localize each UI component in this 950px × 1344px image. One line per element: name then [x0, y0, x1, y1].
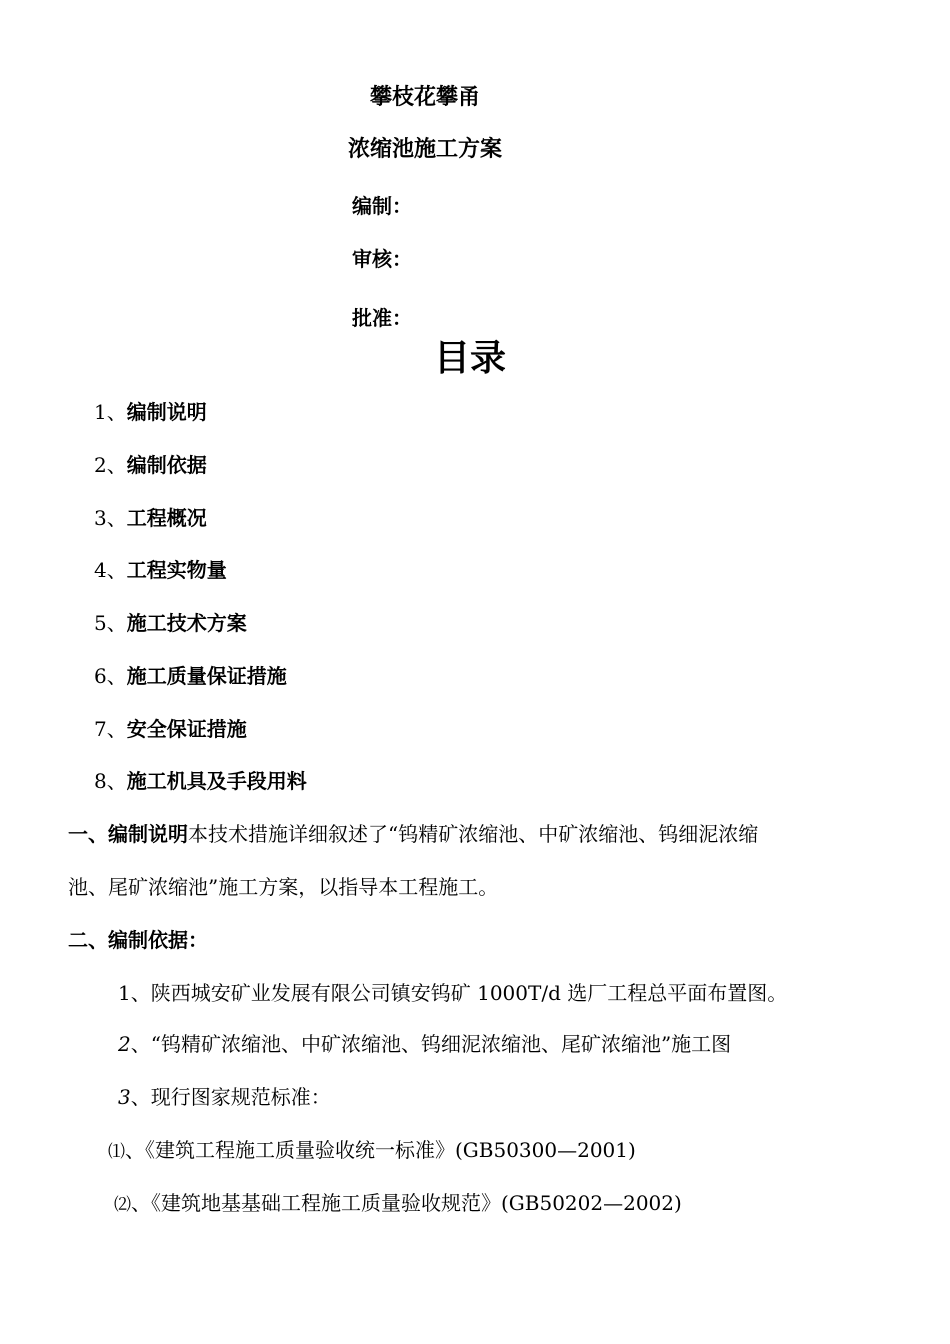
toc-item: [94, 660, 287, 689]
basis-item-text: 、现行图家规范标准：: [130, 1085, 331, 1109]
toc-heading: 目录: [433, 338, 506, 379]
basis-item-text: 、“钨精矿浓缩池、中矿浓缩池、钨细泥浓缩池、尾矿浓缩池”施工图: [130, 1032, 732, 1056]
standard-item-number: ⑴: [108, 1142, 125, 1162]
company-name: 攀枝花攀甬: [369, 85, 480, 110]
toc-item-number: 5、: [94, 611, 127, 635]
section-1-heading: 一、编制说明: [68, 822, 188, 846]
toc-item: [94, 713, 247, 742]
toc-item-label: 施工质量保证措施: [126, 664, 287, 688]
standard-item-text: 、《建筑工程施工质量验收统一标准》(GB50300—2001): [125, 1138, 636, 1162]
toc-item-label: 工程实物量: [126, 558, 227, 582]
section-2-heading: 二、编制依据：: [68, 928, 208, 952]
standard-item: [108, 1134, 636, 1163]
basis-item-number: 1: [118, 981, 131, 1005]
toc-item-label: 施工技术方案: [126, 611, 247, 635]
toc-item-label: 编制依据: [126, 453, 207, 477]
toc-item-number: 7、: [94, 717, 127, 741]
section-1-paragraph-line-1: [68, 818, 758, 847]
section-1-paragraph-line-2: 池、尾矿浓缩池”施工方案，以指导本工程施工。: [68, 875, 499, 899]
toc-item-label: 工程概况: [126, 506, 207, 530]
toc-item-number: 3、: [94, 506, 127, 530]
toc-item: [94, 502, 207, 531]
toc-item-number: 6、: [94, 664, 127, 688]
toc-item-number: 4、: [94, 558, 127, 582]
standard-item-number: ⑵: [114, 1195, 131, 1215]
toc-item-number: 1、: [94, 400, 127, 424]
basis-item: [118, 1081, 331, 1110]
signature-approved: 批准：: [352, 306, 412, 330]
section-1-text: 本技术措施详细叙述了“钨精矿浓缩池、中矿浓缩池、钨细泥浓缩: [188, 822, 759, 846]
toc-item: [94, 449, 207, 478]
basis-item-text: 、陕西城安矿业发展有限公司镇安钨矿 1000T/d 选厂工程总平面布置图。: [130, 981, 788, 1005]
toc-item: [94, 607, 247, 636]
basis-item-number: 3: [118, 1085, 131, 1109]
toc-item-label: 施工机具及手段用料: [126, 769, 307, 793]
toc-item: [94, 396, 207, 425]
toc-item: [94, 554, 227, 583]
standard-item: [114, 1187, 682, 1216]
toc-item-label: 安全保证措施: [126, 717, 247, 741]
toc-item: [94, 765, 307, 794]
document-title: 浓缩池施工方案: [347, 137, 502, 162]
standard-item-text: 、《建筑地基基础工程施工质量验收规范》(GB50202—2002): [131, 1191, 682, 1215]
toc-item-label: 编制说明: [126, 400, 207, 424]
basis-item: [118, 977, 787, 1006]
signature-reviewed: 审核：: [352, 247, 412, 271]
toc-item-number: 2、: [94, 453, 127, 477]
signature-compiled: 编制：: [352, 194, 412, 218]
basis-item-number: 2: [118, 1032, 131, 1056]
basis-item: [118, 1028, 731, 1057]
toc-item-number: 8、: [94, 769, 127, 793]
